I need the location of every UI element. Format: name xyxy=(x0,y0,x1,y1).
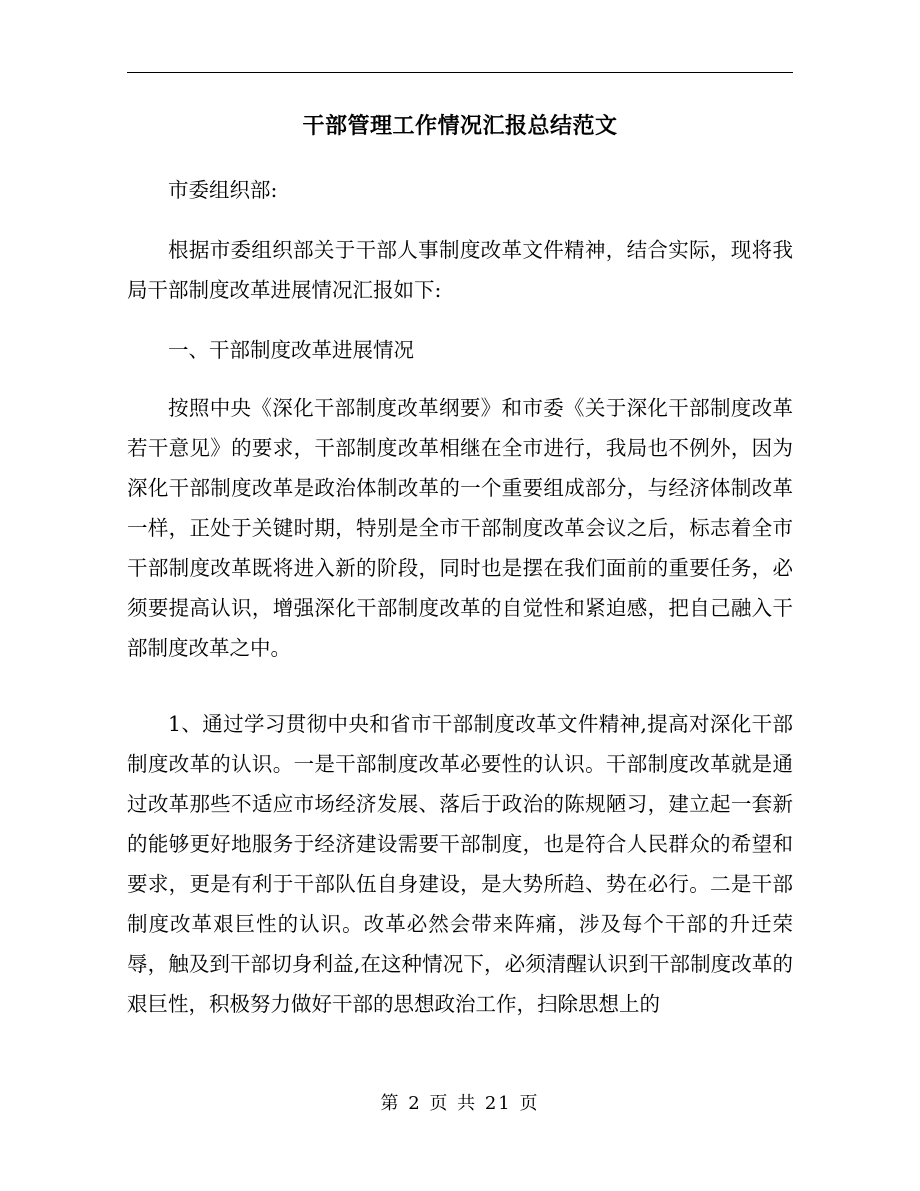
paragraph-body-2: 1、通过学习贯彻中央和省市干部制度改革文件精神,提高对深化干部制度改革的认识。一是干部制度改革必要性的认识。干部制度改革就是通过改革那些不适应市场经济发展、落后于政治的陈规陋习，建立起一套新的能够更好地服务于经济建设需要干部制度，也是符合人民群众的希望和要求，更是有利于干部队伍自身建设，是大势所趋、势在必行。二是干部制度改革艰巨性的认识。改革必然会带来阵痛，涉及每个干部的升迁荣辱，触及到干部切身利益,在这种情况下，必须清醒认识到干部制度改革的艰巨性，积极努力做好干部的思想政治工作，扫除思想上的 xyxy=(127,712,793,1016)
document-title: 干部管理工作情况汇报总结范文 xyxy=(302,113,618,139)
paragraph-intro: 根据市委组织部关于干部人事制度改革文件精神，结合实际，现将我局干部制度改革进展情况汇报如下: xyxy=(127,238,793,302)
salutation: 市委组织部: xyxy=(168,178,278,202)
paragraph-body-1: 按照中央《深化干部制度改革纲要》和市委《关于深化干部制度改革若干意见》的要求，干部制度改革相继在全市进行，我局也不例外，因为深化干部制度改革是政治体制改革的一个重要组成部分，与经济体制改革一样，正处于关键时期，特别是全市干部制度改革会议之后，标志着全市干部制度改革既将进入新的阶段，同时也是摆在我们面前的重要任务，必须要提高认识，增强深化干部制度改革的自觉性和紧迫感，把自己融入干部制度改革之中。 xyxy=(127,396,793,660)
header-rule xyxy=(127,72,793,73)
page-number-footer: 第 2 页 共 21 页 xyxy=(380,1093,540,1114)
section-heading: 一、干部制度改革进展情况 xyxy=(168,338,414,362)
